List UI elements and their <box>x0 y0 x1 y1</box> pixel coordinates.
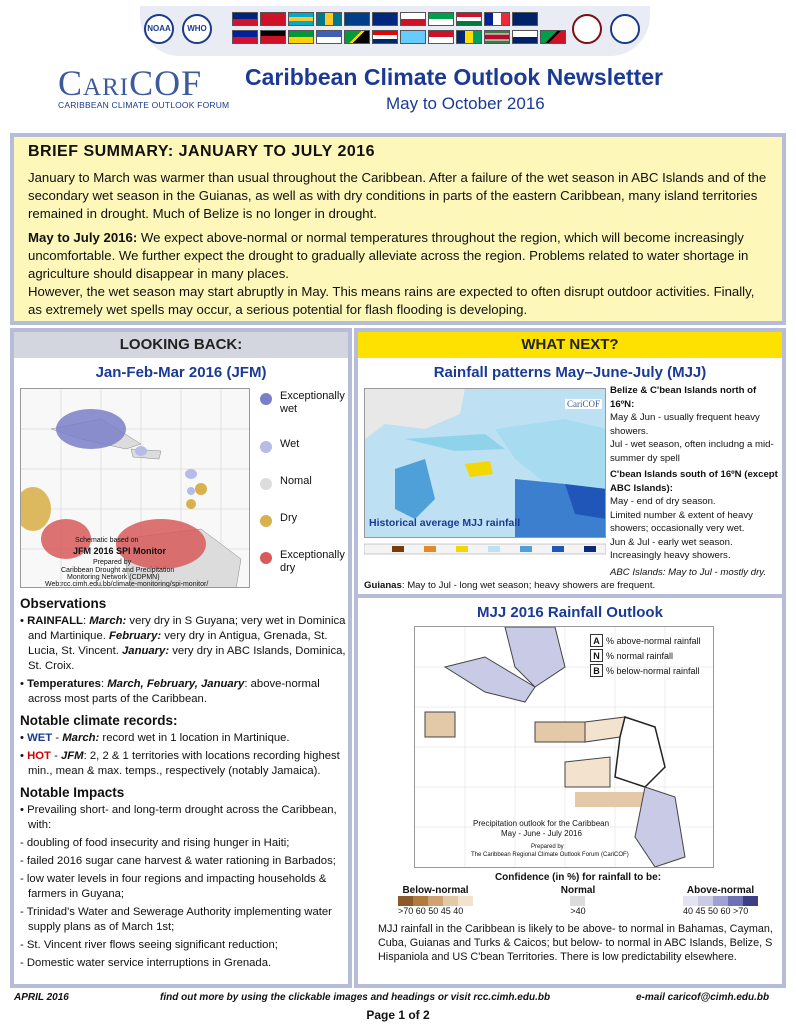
record-item: • HOT - JFM: 2, 2 & 1 territories with locations recording highest min., mean & max. temps., respectively (notably Jamaica). <box>20 750 340 777</box>
outlook-caption: Precipitation outlook for the Caribbean <box>473 819 610 828</box>
above-values: 40 45 50 60 >70 <box>682 906 749 916</box>
legend-item <box>260 390 350 416</box>
flag-icon <box>484 12 510 26</box>
page-number: Page 1 of 2 <box>366 1008 430 1022</box>
summary-lead: May to July 2016: <box>28 230 138 245</box>
flag-icon <box>344 12 370 26</box>
summary-title: BRIEF SUMMARY: JANUARY TO JULY 2016 <box>28 143 376 160</box>
outlook-caption: The Caribbean Regional Climate Outlook Forum (CariCOF) <box>471 852 629 858</box>
flag-icon <box>428 12 454 26</box>
confidence-title: Confidence (in %) for rainfall to be: <box>494 872 662 883</box>
outlook-legend <box>590 634 760 679</box>
observation-item: • Temperatures: March, February, January: above-normal across most parts of the Caribbean. <box>20 678 320 705</box>
observation-text: very dry in Antigua, Grenada, St. Lucia, St. Vincent. <box>28 630 328 657</box>
legend-key: N <box>590 649 603 662</box>
observation-month: February: <box>109 630 162 642</box>
summary-paragraph-3: However, the wet season may start abruptly in May. This means rains are expected to often disrupt outdoor activities. Finally, as extremely wet spells may occur, a serious potential for flash flooding is developing. <box>28 284 755 317</box>
record-wet-label: WET <box>27 732 53 744</box>
notes-south-title: C'bean Islands south of 16ºN (except ABC Islands): <box>610 469 778 494</box>
below-group <box>398 885 473 916</box>
jfm-title[interactable]: Jan-Feb-Mar 2016 (JFM) <box>95 364 267 381</box>
legend-item <box>260 512 350 527</box>
legend-label: % normal rainfall <box>606 650 674 661</box>
page-footer <box>10 990 786 1026</box>
above-label: Above-normal <box>686 885 755 896</box>
summary-paragraph-1: January to March was warmer than usual throughout the Caribbean. After a failure of the wet season in ABC Islands and of the secondary wet season in the Guianas, as well as with dry conditions in parts of the eastern Caribbean, many island territories remained in drought. Much of Belize is no longer in drought. <box>28 170 767 221</box>
legend-label: Exceptionally dry <box>280 549 345 574</box>
normal-bars <box>561 896 595 906</box>
legend-item <box>260 475 350 490</box>
brief-summary <box>10 133 786 325</box>
noaa-logo-label: NOAA <box>147 24 171 33</box>
below-bars <box>398 896 473 906</box>
notes-south-2: Limited number & extent of heavy showers; occasionally very wet. <box>610 509 753 534</box>
page-header <box>0 0 796 130</box>
mjj-map-caption: Historical average MJJ rainfall <box>369 517 521 529</box>
flag-icon <box>372 12 398 26</box>
map-caption: Monitoring Network (CDPMN) <box>67 574 160 581</box>
map-caption: JFM 2016 SPI Monitor <box>73 546 167 556</box>
legend-swatch-icon <box>260 441 272 453</box>
summary-paragraph-2 <box>28 229 768 283</box>
map-caption: Prepared by <box>93 559 132 566</box>
normal-group <box>561 885 595 916</box>
observation-month: March: <box>89 615 127 627</box>
emblem-icon[interactable] <box>610 14 640 44</box>
impact-text: Prevailing short- and long-term drought across the Caribbean, with: <box>27 804 337 831</box>
flag-icon <box>288 30 314 44</box>
legend-row <box>590 634 760 647</box>
who-logo-icon[interactable] <box>182 14 212 44</box>
footer-email[interactable]: e-mail caricof@cimh.edu.bb <box>636 992 770 1003</box>
confidence-row <box>398 885 758 916</box>
legend-label: Nomal <box>280 475 312 487</box>
record-month: JFM <box>61 750 84 762</box>
observation-item: • RAINFALL: March: very dry in S Guyana; very wet in Dominica and Martinique. February: very dry in Antigua, Grenada, St. Lucia, St. Vincent. January: very dry in ABC Islands, Dominica, St. Croix. <box>20 615 346 672</box>
impact-item: - low water levels in four regions and impacting households & farmers in Guyana; <box>20 873 327 900</box>
notes-south-4: Increasingly heavy showers. <box>610 550 731 561</box>
jfm-legend <box>260 390 350 597</box>
legend-label: Dry <box>280 512 298 524</box>
notes-north-2: Jul - wet season, often includng a mid-summer dy spell <box>610 439 774 464</box>
legend-label: Exceptionally wet <box>280 390 345 415</box>
flag-icon <box>232 12 258 26</box>
map-caption: Caribbean Drought and Precipitation <box>61 567 175 574</box>
flag-icon <box>512 12 538 26</box>
observation-text: : above-normal across most parts of the Caribbean. <box>28 678 320 705</box>
above-bars <box>683 896 758 906</box>
record-month: March: <box>62 732 100 744</box>
normal-values: >40 <box>570 906 586 916</box>
flag-icon <box>260 30 286 44</box>
flag-icon <box>400 12 426 26</box>
map-caption: Schematic based on <box>75 537 139 544</box>
flag-icon <box>316 30 342 44</box>
legend-label: % above-normal rainfall <box>606 635 701 646</box>
record-hot-label: HOT <box>27 750 51 762</box>
emblem-icon[interactable] <box>572 14 602 44</box>
observations-section <box>20 590 348 974</box>
impact-item: • Prevailing short- and long-term drought across the Caribbean, with: <box>20 804 337 831</box>
impact-item: - doubling of food insecurity and rising hunger in Haiti; <box>20 837 290 849</box>
caricof-logo[interactable] <box>58 62 233 117</box>
page-subtitle: May to October 2016 <box>386 94 545 113</box>
observation-text: very dry in ABC Islands, Dominica, St. Croix. <box>28 645 346 672</box>
mjj-notes <box>610 384 782 579</box>
above-group <box>683 885 758 916</box>
flag-icon <box>540 30 566 44</box>
flag-icon <box>512 30 538 44</box>
divider <box>358 594 782 598</box>
record-text: record wet in 1 location in Martinique. <box>99 732 290 744</box>
observation-text: very dry in S Guyana; very wet in Dominica and Martinique. <box>28 615 346 642</box>
notes-south-3: Jun & Jul - early wet season. <box>610 536 733 548</box>
footer-date: APRIL 2016 <box>14 992 69 1003</box>
flag-icon <box>232 30 258 44</box>
legend-swatch-icon <box>260 478 272 490</box>
flag-icon <box>316 12 342 26</box>
mjj-scale-bar <box>364 542 606 556</box>
record-text: - <box>50 750 61 762</box>
noaa-logo-icon[interactable] <box>144 14 174 44</box>
flag-icon <box>456 12 482 26</box>
impact-item: - St. Vincent river flows seeing significant reduction; <box>20 939 278 951</box>
legend-item <box>260 438 350 453</box>
observation-month: January: <box>122 645 170 657</box>
legend-label: % below-normal rainfall <box>606 665 700 676</box>
observation-lead: RAINFALL <box>27 615 83 627</box>
notes-south-1: May - end of dry season. <box>610 496 716 507</box>
notes-abc: ABC Islands: May to Jul - mostly dry. <box>610 566 767 578</box>
legend-key: A <box>590 634 603 647</box>
flag-icon <box>484 30 510 44</box>
flag-icon <box>372 30 398 44</box>
observation-text: : <box>100 678 108 690</box>
records-title: Notable climate records: <box>20 713 178 728</box>
looking-back-header[interactable]: LOOKING BACK: <box>14 332 348 358</box>
legend-swatch-icon <box>260 552 272 564</box>
impact-item: - Trinidad's Water and Sewerage Authority implementing water supply plans as of March 1st; <box>20 906 332 933</box>
scale-graphic <box>364 542 606 556</box>
below-label: Below-normal <box>402 885 469 896</box>
flag-icon <box>260 12 286 26</box>
notes-north-title: Belize & C'bean Islands north of 16ºN: <box>610 385 757 410</box>
who-logo-label: WHO <box>187 24 207 33</box>
normal-label: Normal <box>560 885 596 896</box>
below-values: >70 60 50 45 40 <box>398 906 464 916</box>
observation-lead: Temperatures <box>27 678 101 690</box>
flag-icon <box>288 12 314 26</box>
outlook-summary: MJJ rainfall in the Caribbean is likely to be above- to normal in Bahamas, Cayman, Cuba, Guianas and Turks & Caicos; but below- to normal in ABC Islands, Belize, S Hispaniola and US C'bean Territories. There is low predictability elsewhere. <box>378 923 773 963</box>
impacts-title: Notable Impacts <box>20 785 125 800</box>
map-caption: Web:rcc.cimh.edu.bb/climate-monitoring/spi-monitor/ <box>45 581 209 588</box>
flag-icon <box>344 30 370 44</box>
caricof-logo-word: CariCOF <box>58 63 203 103</box>
legend-item <box>260 549 350 575</box>
observation-text: : <box>82 615 90 627</box>
footer-link[interactable]: find out more by using the clickable images and headings or visit rcc.cimh.edu.bb <box>160 992 551 1003</box>
notes-north-1: May & Jun - usually frequent heavy showers. <box>610 412 760 437</box>
guianas-lead: Guianas <box>364 580 402 591</box>
legend-key: B <box>590 664 603 677</box>
jfm-map-graphic <box>21 389 250 588</box>
mjj-rainfall-map[interactable] <box>364 388 606 538</box>
mjj-map-graphic <box>365 389 606 538</box>
legend-swatch-icon <box>260 515 272 527</box>
what-next-header[interactable]: WHAT NEXT? <box>358 332 782 358</box>
confidence-legend <box>398 872 758 916</box>
outlook-caption: May - June - July 2016 <box>501 829 582 838</box>
looking-back-column <box>10 328 352 988</box>
jfm-spi-map[interactable] <box>20 388 250 588</box>
observation-month: March, February, January <box>107 678 245 690</box>
record-text: - <box>52 732 63 744</box>
record-item: • WET - March: record wet in 1 location in Martinique. <box>20 732 290 744</box>
caricof-mini-logo: CariCOF <box>567 399 601 409</box>
observations-title: Observations <box>20 596 107 611</box>
legend-row <box>590 664 760 677</box>
caricof-logo-subtitle: CARIBBEAN CLIMATE OUTLOOK FORUM <box>58 100 230 110</box>
outlook-caption: Prepared by <box>531 844 564 850</box>
flag-icon <box>456 30 482 44</box>
impact-item: - Domestic water service interruptions in Grenada. <box>20 957 272 969</box>
outlook-title[interactable]: MJJ 2016 Rainfall Outlook <box>477 604 663 621</box>
legend-swatch-icon <box>260 393 272 405</box>
partner-logo-strip <box>140 6 650 56</box>
flag-icon <box>428 30 454 44</box>
legend-row <box>590 649 760 662</box>
guianas-note <box>364 580 784 591</box>
what-next-column <box>354 328 786 988</box>
guianas-text: : May to Jul - long wet season; heavy showers are frequent. <box>401 580 656 591</box>
summary-text: We expect above-normal or normal temperatures throughout the region, which will become increasingly uncomfortable. We further expect the drought to gradually alleviate across the region. Problems related to water shortage in agriculture should disappear in many places. <box>28 230 749 281</box>
page-title: Caribbean Climate Outlook Newsletter <box>245 64 663 90</box>
flag-icon <box>400 30 426 44</box>
legend-label: Wet <box>280 438 300 450</box>
impact-item: - failed 2016 sugar cane harvest & water rationing in Barbados; <box>20 855 336 867</box>
record-text: : 2, 2 & 1 territories with locations recording highest min., mean & max. temps., respectively (notably Jamaica). <box>28 750 340 777</box>
mjj-title[interactable]: Rainfall patterns May–June-July (MJJ) <box>433 364 707 381</box>
